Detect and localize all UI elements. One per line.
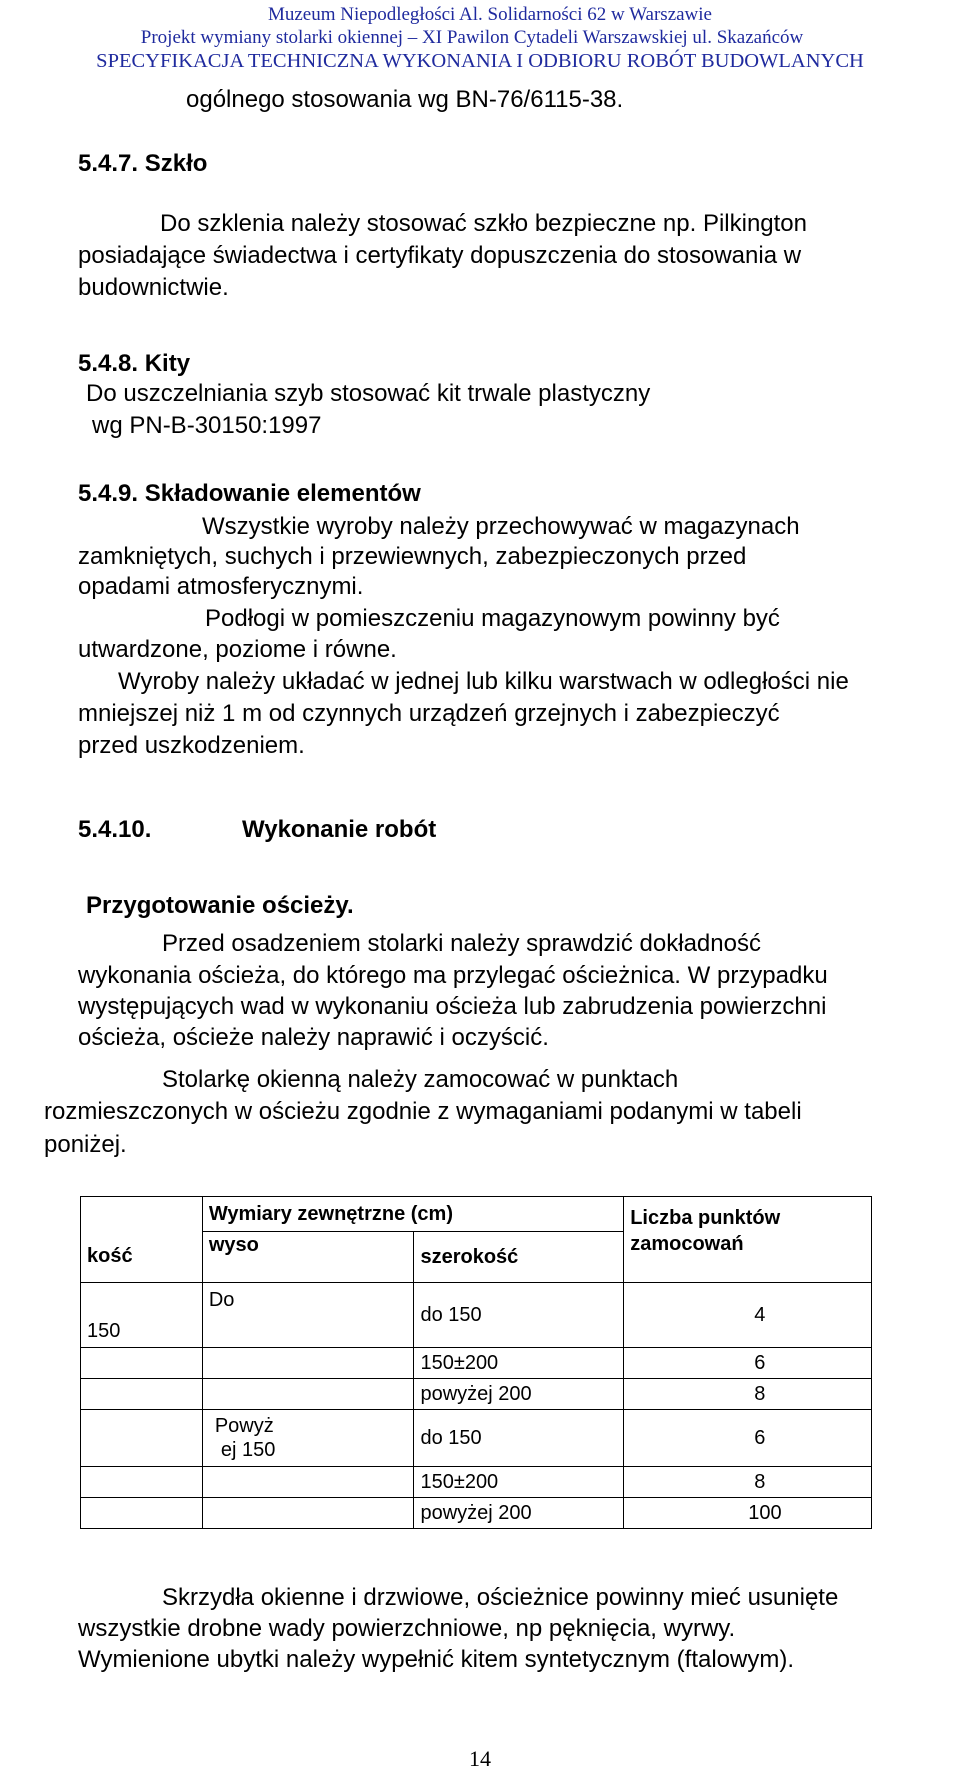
header-line-1: Muzeum Niepodległości Al. Solidarności 62 w Warszawie — [267, 4, 712, 25]
header-dimensions: Wymiary zewnętrzne (cm) — [202, 1197, 623, 1232]
table-cell-width: powyżej 200 — [414, 1498, 624, 1529]
paragraph-line: posiadające świadectwa i certyfikaty dopuszczenia do stosowania w — [78, 242, 802, 269]
header-line-3: SPECYFIKACJA TECHNICZNA WYKONANIA I ODBIORU ROBÓT BUDOWLANYCH — [96, 50, 864, 72]
paragraph-line: przed uszkodzeniem. — [78, 732, 305, 759]
section-5-4-9-title: 5.4.9. Składowanie elementów — [78, 480, 421, 507]
table-cell-width: powyżej 200 — [414, 1379, 624, 1410]
subsection-title: Przygotowanie ościeży. — [86, 892, 354, 919]
header-points-line2: zamocowań — [630, 1233, 744, 1255]
paragraph-line: występujących wad w wykonaniu ościeża lub zabrudzenia powierzchni — [78, 993, 827, 1020]
paragraph-line: Przed osadzeniem stolarki należy sprawdzić dokładność — [162, 930, 761, 957]
section-5-4-10-title: Wykonanie robót — [242, 816, 437, 843]
table-cell-points: 6 — [624, 1410, 872, 1467]
table-cell-width: do 150 — [414, 1410, 624, 1467]
header-width: szerokość — [414, 1232, 624, 1283]
table-cell-empty — [202, 1348, 414, 1379]
paragraph-line: Do szklenia należy stosować szkło bezpieczne np. Pilkington — [160, 210, 808, 237]
table-cell-empty — [81, 1348, 203, 1379]
fixing-points-table — [80, 1196, 872, 1529]
table-cell-empty — [81, 1498, 203, 1529]
table-cell-width: do 150 — [414, 1283, 624, 1348]
paragraph-line: Wszystkie wyroby należy przechowywać w magazynach — [202, 513, 800, 540]
paragraph-line: Skrzydła okienne i drzwiowe, ościeżnice powinny mieć usunięte — [162, 1584, 839, 1611]
table-cell-empty — [81, 1379, 203, 1410]
paragraph-line: Do uszczelniania szyb stosować kit trwale plastyczny — [86, 380, 651, 407]
group-2-line2: ej 150 — [220, 1439, 276, 1461]
table-cell-points: 6 — [624, 1348, 872, 1379]
paragraph-line: Stolarkę okienną należy zamocować w punktach — [162, 1066, 679, 1093]
paragraph-line: Wymienione ubytki należy wypełnić kitem syntetycznym (ftalowym). — [78, 1646, 795, 1673]
section-5-4-8-title: 5.4.8. Kity — [78, 350, 191, 377]
paragraph-line: poniżej. — [44, 1131, 127, 1158]
cell-group-2-height — [202, 1410, 414, 1467]
section-5-4-7-title: 5.4.7. Szkło — [78, 150, 208, 177]
paragraph-line: mniejszej niż 1 m od czynnych urządzeń grzejnych i zabezpieczyć — [78, 700, 780, 727]
header-kosc: kość — [81, 1197, 203, 1283]
paragraph-line: budownictwie. — [78, 274, 229, 301]
header-wyso: wyso — [202, 1232, 414, 1283]
cell-group-1-kosc: 150 — [81, 1283, 203, 1348]
paragraph-line: wg PN-B-30150:1997 — [92, 412, 322, 439]
table-cell-empty — [202, 1498, 414, 1529]
group-2-line1: Powyż — [214, 1415, 274, 1437]
table-cell-points: 4 — [624, 1283, 872, 1348]
header-points-line1: Liczba punktów — [630, 1207, 781, 1229]
table-cell-empty — [81, 1467, 203, 1498]
table-cell-width: 150±200 — [414, 1467, 624, 1498]
paragraph-line: utwardzone, poziome i równe. — [78, 636, 397, 663]
cell-group-1-height: Do — [202, 1283, 414, 1348]
table-cell-width: 150±200 — [414, 1348, 624, 1379]
paragraph-line: wykonania ościeża, do którego ma przylegać ościeżnica. W przypadku — [78, 962, 828, 989]
paragraph-line: Podłogi w pomieszczeniu magazynowym powinny być — [205, 605, 780, 632]
paragraph-line: ościeża, ościeże należy naprawić i oczyścić. — [78, 1024, 549, 1051]
table-cell-empty — [202, 1379, 414, 1410]
table-cell-points: 8 — [624, 1379, 872, 1410]
paragraph-line: rozmieszczonych w ościeżu zgodnie z wymaganiami podanymi w tabeli — [44, 1098, 802, 1125]
paragraph-line: opadami atmosferycznymi. — [78, 573, 364, 600]
header-points — [624, 1197, 872, 1283]
header-line-2: Projekt wymiany stolarki okiennej – XI Pawilon Cytadeli Warszawskiej ul. Skazańców — [140, 27, 804, 48]
continuation-text: ogólnego stosowania wg BN-76/6115-38. — [186, 86, 624, 113]
page-number: 14 — [469, 1746, 491, 1771]
table-cell-points: 100 — [624, 1498, 872, 1529]
table-cell-points: 8 — [624, 1467, 872, 1498]
paragraph-line: zamkniętych, suchych i przewiewnych, zabezpieczonych przed — [78, 543, 747, 570]
paragraph-line: Wyroby należy układać w jednej lub kilku warstwach w odległości nie — [118, 668, 849, 695]
table-cell-empty — [81, 1410, 203, 1467]
table-cell-empty — [202, 1467, 414, 1498]
section-5-4-10-number: 5.4.10. — [78, 816, 152, 843]
paragraph-line: wszystkie drobne wady powierzchniowe, np pęknięcia, wyrwy. — [78, 1615, 736, 1642]
